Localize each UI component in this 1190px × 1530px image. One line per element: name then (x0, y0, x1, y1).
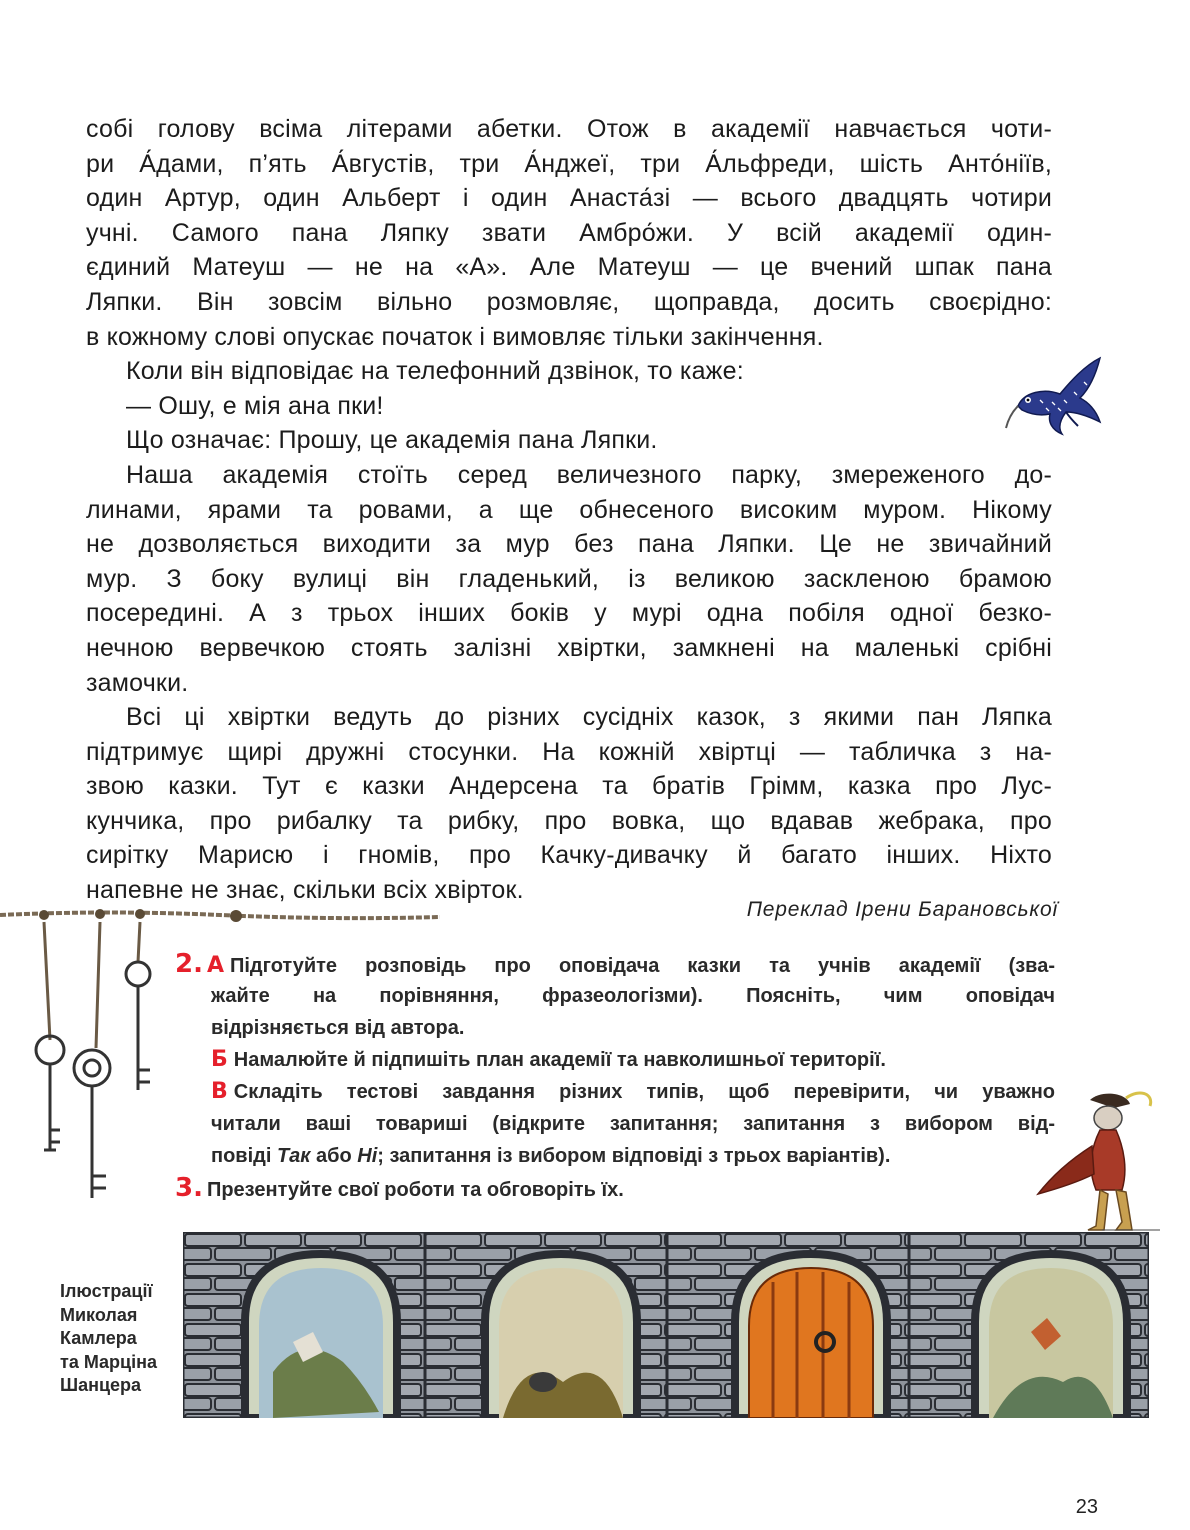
caption-line: та Марціна (60, 1351, 157, 1372)
story-line: посередині. А з трьох інших боків у мурі одна побіля одної безко- (86, 599, 1052, 628)
task-2b-line (175, 1044, 1055, 1076)
story-line: підтримує щирі дружні стосунки. На кожній хвіртці — табличка з на- (86, 737, 1052, 766)
task-2v-line (175, 1140, 1055, 1172)
story-line: нечною вервечкою стоять залізні хвіртки, замкнені на маленькі срібні (86, 633, 1052, 662)
task-2v-line (175, 1076, 1055, 1108)
task-text: ; запитання із вибором відповіді з трьох варіантів). (377, 1145, 891, 1167)
story-line: звою казки. Тут є казки Андерсена та братів Грімм, казка про Лус- (86, 772, 1052, 801)
task-number: 2. (175, 949, 203, 979)
task-text: Складіть тестові завдання різних типів, щоб перевірити, чи уважно (233, 1081, 1055, 1103)
task-2v-line: читали ваші товариші (відкрите запитання; запитання з вибором від- (211, 1113, 1055, 1135)
tasks-section (175, 948, 1055, 1204)
story-line: линами, ярами та ровами, а ще обнесеного високим муром. Нікому (86, 495, 1052, 524)
bird-illustration (1000, 352, 1110, 436)
story-line: Коли він відповідає на телефонний дзвінок, то каже: (126, 357, 744, 386)
story-text (86, 112, 1052, 908)
story-line: не дозволяється виходити за мур без пана Ляпки. Це не звичайний (86, 530, 1052, 559)
story-line: напевне не знає, скільки всіх хвірток. (86, 876, 524, 905)
story-line: один Артур, один Альберт і один Анаста́зі — всього двадцять чотири (86, 184, 1052, 213)
task-letter: В (211, 1079, 228, 1104)
task-text: Презентуйте свої роботи та обговоріть їх. (206, 1179, 624, 1201)
task-text: повіді (211, 1145, 277, 1167)
story-line: Наша академія стоїть серед величезного парку, змереженого до- (126, 460, 1052, 489)
task-text: або (310, 1145, 358, 1167)
story-line: Що означає: Прошу, це академія пана Ляпки. (126, 426, 658, 455)
story-line: Всі ці хвіртки ведуть до різних сусідніх казок, з якими пан Ляпка (126, 703, 1052, 732)
task-number: 3. (175, 1173, 203, 1203)
task-2a-line: відрізняється від автора. (211, 1017, 465, 1039)
page-number: 23 (1075, 1496, 1098, 1518)
story-line: ри А́дами, п’ять А́вгустів, три А́нджеї, три А́льфреди, шість Анто́ніїв, (86, 149, 1052, 178)
illustration-caption (60, 1280, 157, 1398)
caption-line: Миколая (60, 1304, 138, 1325)
caption-line: Ілюстрації (60, 1281, 153, 1301)
caption-line: Камлера (60, 1328, 137, 1348)
cat-illustration (1030, 1090, 1160, 1240)
story-line: собі голову всіма літерами абетки. Отож в академії навчається чоти- (86, 115, 1052, 143)
story-line: — Ошу, е мія ана пки! (126, 391, 384, 420)
story-line: учні. Самого пана Ляпку звати Амбро́жи. У всій академії один- (86, 218, 1052, 247)
story-line: в кожному слові опускає початок і вимовляє тільки закінчення. (86, 322, 824, 351)
translation-credit: Переклад Ірени Барановської (746, 898, 1058, 921)
story-line: Ляпки. Він зовсім вільно розмовляє, щоправда, досить своєрідно: (86, 287, 1052, 316)
task-text: Намалюйте й підпишіть план академії та навколишньої території. (233, 1049, 886, 1071)
task-2a-line (175, 948, 1055, 980)
task-3-line (175, 1172, 1055, 1204)
task-text-italic: Так (276, 1145, 311, 1167)
story-line: кунчика, про рибалку та рибку, про вовка, що вдавав жебрака, про (86, 806, 1052, 835)
task-2a-line: жайте на порівняння, фразеологізми). Поясніть, чим оповідач (211, 985, 1055, 1007)
story-line: сирітку Марисю і гномів, про Качку-дивачку й багато інших. Ніхто (86, 841, 1052, 870)
keys-illustration (20, 920, 170, 1210)
task-text-italic: Ні (357, 1145, 378, 1167)
task-text: Підготуйте розповідь про оповідача казки та учнів академії (зва- (230, 955, 1055, 977)
story-line: мур. З боку вулиці він гладенький, із великою заскленою брамою (86, 564, 1052, 593)
task-letter: Б (211, 1047, 228, 1072)
task-letter: А (206, 953, 224, 978)
wall-illustration (183, 1232, 1149, 1418)
caption-line: Шанцера (60, 1375, 142, 1395)
story-line: єдиний Матеуш — не на «А». Але Матеуш — це вчений шпак пана (86, 253, 1052, 282)
story-line: замочки. (86, 668, 189, 697)
